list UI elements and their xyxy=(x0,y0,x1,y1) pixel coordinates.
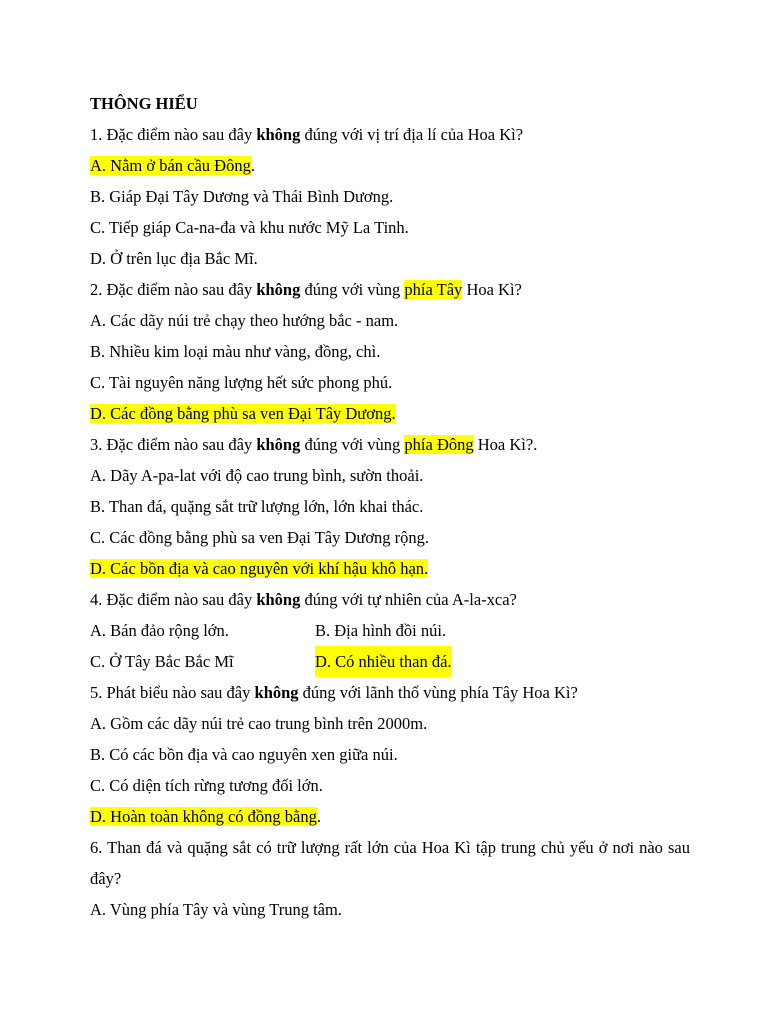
question-4-options-row-1 xyxy=(90,615,690,646)
question-4-answer-highlight: D. Có nhiều than đá. xyxy=(315,646,452,677)
question-2-answer-highlight: D. Các đồng bằng phù sa ven Đại Tây Dương. xyxy=(90,404,396,423)
question-4-text-after: đúng với tự nhiên của A-la-xca? xyxy=(300,590,517,609)
question-2 xyxy=(90,274,690,305)
question-5 xyxy=(90,677,690,708)
question-5-emphasis: không xyxy=(254,683,299,702)
question-1-answer-highlight: A. Nằm ở bán cầu Đông xyxy=(90,156,251,175)
question-1-text-before: 1. Đặc điểm nào sau đây xyxy=(90,125,257,144)
question-1-option-b: B. Giáp Đại Tây Dương và Thái Bình Dương. xyxy=(90,187,394,206)
question-5-option-d xyxy=(90,801,690,832)
question-2-option-c: C. Tài nguyên năng lượng hết sức phong phú. xyxy=(90,373,393,392)
question-2-option-b: B. Nhiều kim loại màu như vàng, đồng, chì. xyxy=(90,342,381,361)
question-3-text-mid: đúng với vùng xyxy=(300,435,405,454)
question-3-option-d xyxy=(90,553,690,584)
question-2-option-a: A. Các dãy núi trẻ chạy theo hướng bắc - nam. xyxy=(90,311,399,330)
question-5-option-a: A. Gồm các dãy núi trẻ cao trung bình trên 2000m. xyxy=(90,714,428,733)
section-title: THÔNG HIỂU xyxy=(90,94,198,113)
question-1-option-c: C. Tiếp giáp Ca-na-đa và khu nước Mỹ La Tinh. xyxy=(90,218,409,237)
question-4-option-c: C. Ở Tây Bắc Bắc Mĩ xyxy=(90,652,234,671)
question-5-answer-highlight: D. Hoàn toàn không có đồng bằng xyxy=(90,807,317,826)
question-3 xyxy=(90,429,690,460)
question-2-text-before: 2. Đặc điểm nào sau đây xyxy=(90,280,257,299)
question-3-answer-highlight: D. Các bồn địa và cao nguyên với khí hậu khô hạn. xyxy=(90,559,429,578)
question-3-emphasis: không xyxy=(256,435,301,454)
question-2-emphasis: không xyxy=(256,280,301,299)
question-2-text-mid: đúng với vùng xyxy=(300,280,405,299)
question-5-option-b: B. Có các bồn địa và cao nguyên xen giữa núi. xyxy=(90,745,398,764)
question-5-option-d-tail: . xyxy=(316,807,321,826)
question-4-options-row-2 xyxy=(90,646,690,677)
question-4-option-b: B. Địa hình đồi núi. xyxy=(315,621,447,640)
question-4 xyxy=(90,584,690,615)
question-6-option-a: A. Vùng phía Tây và vùng Trung tâm. xyxy=(90,900,342,919)
question-1-emphasis: không xyxy=(256,125,301,144)
question-3-text-after: Hoa Kì?. xyxy=(473,435,538,454)
question-1-option-a xyxy=(90,150,690,181)
question-1-text-after: đúng với vị trí địa lí của Hoa Kì? xyxy=(300,125,524,144)
question-5-text-after: đúng với lãnh thổ vùng phía Tây Hoa Kì? xyxy=(298,683,578,702)
question-3-text-before: 3. Đặc điểm nào sau đây xyxy=(90,435,257,454)
question-4-emphasis: không xyxy=(256,590,301,609)
question-5-option-c: C. Có diện tích rừng tương đối lớn. xyxy=(90,776,323,795)
question-1 xyxy=(90,119,690,150)
question-1-option-d: D. Ở trên lục địa Bắc Mĩ. xyxy=(90,249,258,268)
question-3-option-a: A. Dãy A-pa-lat với độ cao trung bình, sườn thoải. xyxy=(90,466,424,485)
question-2-option-d xyxy=(90,398,690,429)
question-3-option-b: B. Than đá, quặng sắt trữ lượng lớn, lớn khai thác. xyxy=(90,497,424,516)
question-6: 6. Than đá và quặng sắt có trữ lượng rất lớn của Hoa Kì tập trung chủ yếu ở nơi nào sau đây? xyxy=(90,838,690,888)
question-2-text-after: Hoa Kì? xyxy=(462,280,522,299)
question-3-option-c: C. Các đồng bằng phù sa ven Đại Tây Dương rộng. xyxy=(90,528,430,547)
question-1-option-a-tail: . xyxy=(250,156,255,175)
question-3-highlight: phía Đông xyxy=(404,435,474,454)
question-4-text-before: 4. Đặc điểm nào sau đây xyxy=(90,590,257,609)
question-4-option-a: A. Bán đảo rộng lớn. xyxy=(90,621,229,640)
question-2-highlight: phía Tây xyxy=(404,280,463,299)
question-5-text-before: 5. Phát biểu nào sau đây xyxy=(90,683,255,702)
document-page xyxy=(90,88,690,925)
